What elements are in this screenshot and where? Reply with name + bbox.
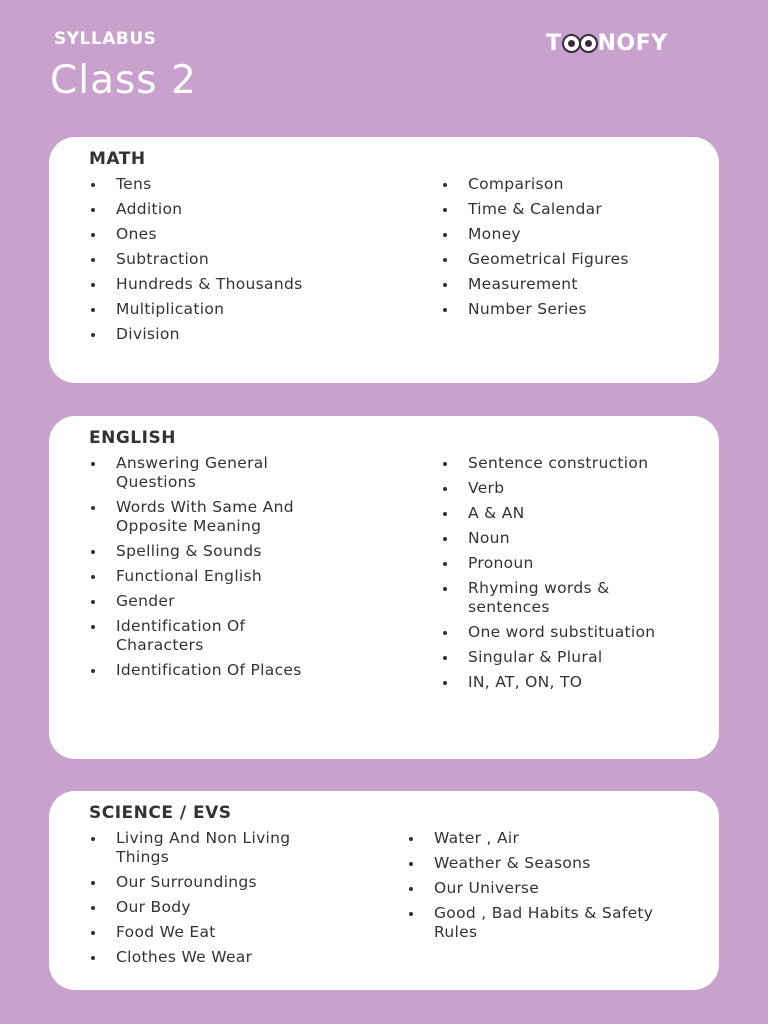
english-card: [49, 416, 719, 759]
english-list-right: [441, 454, 681, 698]
math-list-left: [89, 175, 309, 350]
list-item: Our Body: [89, 898, 339, 917]
science-card: [49, 791, 719, 990]
science-list-right: [407, 829, 687, 948]
list-item: Good , Bad Habits & Safety Rules: [407, 904, 687, 942]
eye-right-icon: [579, 34, 598, 53]
list-item: Measurement: [441, 275, 681, 294]
page-title: Class 2: [50, 58, 197, 103]
math-title: MATH: [89, 149, 146, 169]
science-list-left: [89, 829, 339, 973]
list-item: Functional English: [89, 567, 324, 586]
eye-left-icon: [562, 34, 581, 53]
list-item: Multiplication: [89, 300, 309, 319]
list-item: Our Surroundings: [89, 873, 339, 892]
list-item: Addition: [89, 200, 309, 219]
list-item: Gender: [89, 592, 324, 611]
list-item: Division: [89, 325, 309, 344]
list-item: One word substituation: [441, 623, 681, 642]
list-item: Spelling & Sounds: [89, 542, 324, 561]
logo-text-end: NOFY: [597, 30, 668, 56]
english-list-left: [89, 454, 324, 686]
list-item: Geometrical Figures: [441, 250, 681, 269]
list-item: Singular & Plural: [441, 648, 681, 667]
toonofy-logo: [546, 30, 668, 56]
list-item: Identification Of Places: [89, 661, 324, 680]
list-item: Our Universe: [407, 879, 687, 898]
list-item: Water , Air: [407, 829, 687, 848]
english-title: ENGLISH: [89, 428, 176, 448]
math-card: [49, 137, 719, 383]
math-list-right: [441, 175, 681, 325]
list-item: IN, AT, ON, TO: [441, 673, 681, 692]
list-item: Verb: [441, 479, 681, 498]
list-item: Noun: [441, 529, 681, 548]
syllabus-label: SYLLABUS: [54, 29, 157, 49]
list-item: Answering General Questions: [89, 454, 324, 492]
list-item: Identification Of Characters: [89, 617, 324, 655]
list-item: Pronoun: [441, 554, 681, 573]
list-item: Sentence construction: [441, 454, 681, 473]
list-item: Time & Calendar: [441, 200, 681, 219]
science-title: SCIENCE / EVS: [89, 803, 232, 823]
list-item: Weather & Seasons: [407, 854, 687, 873]
list-item: Hundreds & Thousands: [89, 275, 309, 294]
list-item: Ones: [89, 225, 309, 244]
list-item: Words With Same And Opposite Meaning: [89, 498, 324, 536]
list-item: Money: [441, 225, 681, 244]
list-item: Living And Non Living Things: [89, 829, 339, 867]
logo-eyes-icon: [563, 34, 597, 53]
list-item: Tens: [89, 175, 309, 194]
list-item: Subtraction: [89, 250, 309, 269]
list-item: A & AN: [441, 504, 681, 523]
logo-text-start: T: [546, 30, 562, 56]
list-item: Number Series: [441, 300, 681, 319]
list-item: Comparison: [441, 175, 681, 194]
list-item: Food We Eat: [89, 923, 339, 942]
list-item: Rhyming words & sentences: [441, 579, 681, 617]
list-item: Clothes We Wear: [89, 948, 339, 967]
